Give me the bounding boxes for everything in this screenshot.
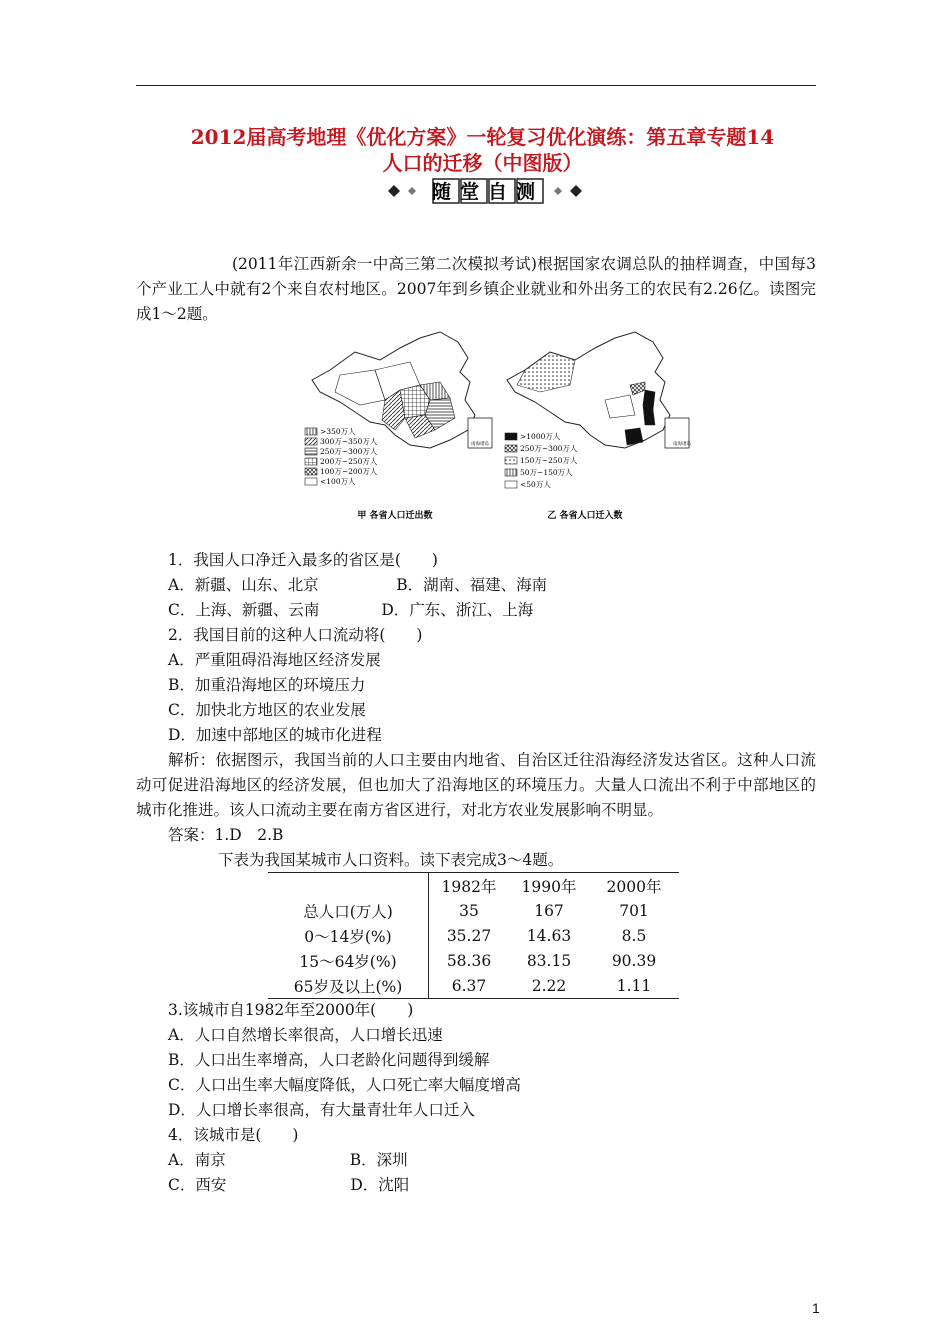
intro-paragraph: (2011年江西新余一中高三第二次模拟考试)根据国家农调总队的抽样调查，中国每3个产业工人中就有2个来自农村地区。2007年到乡镇企业就业和外出务工的农民有2.26亿。读图完成1～2题。 [136, 255, 816, 323]
table-cell: 15～64岁(%) [268, 948, 429, 973]
svg-text:南海诸岛: 南海诸岛 [471, 442, 489, 447]
table-cell: 2.22 [509, 973, 589, 999]
svg-text:100万~200万人: 100万~200万人 [320, 467, 378, 476]
table-row [268, 973, 679, 999]
map-caption-right: 乙 各省人口迁入数 [547, 511, 623, 521]
map-immigration [507, 332, 689, 448]
svg-text:250万~300万人: 250万~300万人 [520, 444, 578, 453]
svg-text:150万~250万人: 150万~250万人 [520, 456, 578, 465]
svg-text:>1000万人: >1000万人 [520, 432, 561, 441]
question-3-option-a: A．人口自然增长率很高，人口增长迅速 [168, 1026, 443, 1044]
table-cell: 35.27 [446, 926, 492, 945]
question-3-option-c: C．人口出生率大幅度降低，人口死亡率大幅度增高 [168, 1076, 521, 1094]
svg-text:南海诸岛: 南海诸岛 [673, 442, 691, 447]
table-cell: 6.37 [429, 973, 510, 999]
svg-text:>350万人: >350万人 [320, 427, 356, 436]
svg-text:300万~350万人: 300万~350万人 [320, 437, 378, 446]
title-line-1: 2012届高考地理《优化方案》一轮复习优化演练：第五章专题14 [190, 125, 775, 149]
question-4-options-cd: C．西安 D．沈阳 [168, 1176, 410, 1194]
diamond-icon [570, 185, 582, 197]
population-table [268, 872, 679, 999]
question-1-stem: 1．我国人口净迁入最多的省区是( ) [168, 551, 438, 569]
svg-text:<50万人: <50万人 [520, 480, 551, 489]
table-cell: 65岁及以上(%) [268, 973, 429, 999]
question-4-options-ab: A．南京 B．深圳 [168, 1151, 408, 1169]
question-2-option-a: A．严重阻碍沿海地区经济发展 [168, 651, 381, 669]
table-header-cell [268, 873, 429, 899]
question-1-options-cd: C．上海、新疆、云南 D．广东、浙江、上海 [168, 601, 534, 619]
table-cell: 1.11 [589, 973, 679, 999]
svg-text:250万~300万人: 250万~300万人 [320, 447, 378, 456]
table-cell: 总人口(万人) [268, 898, 429, 923]
diamond-icon [554, 187, 562, 195]
table-cell: 701 [619, 901, 649, 920]
table-header-row [268, 873, 679, 899]
svg-text:50万~150万人: 50万~150万人 [520, 468, 573, 477]
table-cell: 35 [459, 901, 479, 920]
question-3-option-d: D．人口增长率很高，有大量青壮年人口迁入 [168, 1101, 475, 1119]
migration-maps-figure [300, 330, 700, 525]
table-header-cell: 1982年 [429, 873, 510, 899]
question-3-stem: 3.该城市自1982年至2000年( ) [168, 1001, 414, 1019]
analysis-paragraph: 解析：依据图示，我国当前的人口主要由内地省、自治区迁往沿海经济发达省区。这种人口流动可促进沿海地区的经济发展，但也加大了沿海地区的环境压力。大量人口流出不利于中部地区的城市化推进。该人口流动主要在南方省区进行，对北方农业发展影响不明显。 [136, 751, 816, 819]
diamond-icon [408, 187, 416, 195]
banner-text: 随堂自测 [431, 181, 545, 203]
answer-line: 答案：1.D 2.B [168, 826, 284, 844]
table-header-cell: 2000年 [589, 873, 679, 899]
table-cell: 58.36 [446, 951, 492, 970]
title-line-2: 人口的迁移（中图版） [382, 151, 583, 175]
table-row [268, 948, 679, 973]
table-intro: 下表为我国某城市人口资料。读下表完成3～4题。 [218, 851, 564, 869]
table-cell: 167 [534, 901, 564, 920]
svg-text:<100万人: <100万人 [320, 477, 356, 486]
question-2-option-b: B．加重沿海地区的环境压力 [168, 676, 366, 694]
question-2-option-d: D．加速中部地区的城市化进程 [168, 726, 382, 744]
question-1-options-ab: A．新疆、山东、北京 B．湖南、福建、海南 [168, 576, 548, 594]
table-row [268, 898, 679, 923]
table-cell: 0～14岁(%) [268, 923, 429, 948]
question-3-option-b: B．人口出生率增高，人口老龄化问题得到缓解 [168, 1051, 490, 1069]
table-header-cell: 1990年 [509, 873, 589, 899]
table-cell: 83.15 [526, 951, 572, 970]
table-cell: 14.63 [526, 926, 572, 945]
diamond-icon [388, 185, 400, 197]
question-2-option-c: C．加快北方地区的农业发展 [168, 701, 366, 719]
page-number: 1 [812, 1300, 820, 1316]
table-cell: 90.39 [611, 951, 657, 970]
section-banner [380, 176, 590, 206]
question-2-stem: 2．我国目前的这种人口流动将( ) [168, 626, 423, 644]
question-4-stem: 4．该城市是( ) [168, 1126, 299, 1144]
svg-text:200万~250万人: 200万~250万人 [320, 457, 378, 466]
table-row [268, 923, 679, 948]
header-rule [136, 85, 816, 86]
table-cell: 8.5 [621, 926, 647, 945]
map-caption-left: 甲 各省人口迁出数 [357, 511, 433, 521]
